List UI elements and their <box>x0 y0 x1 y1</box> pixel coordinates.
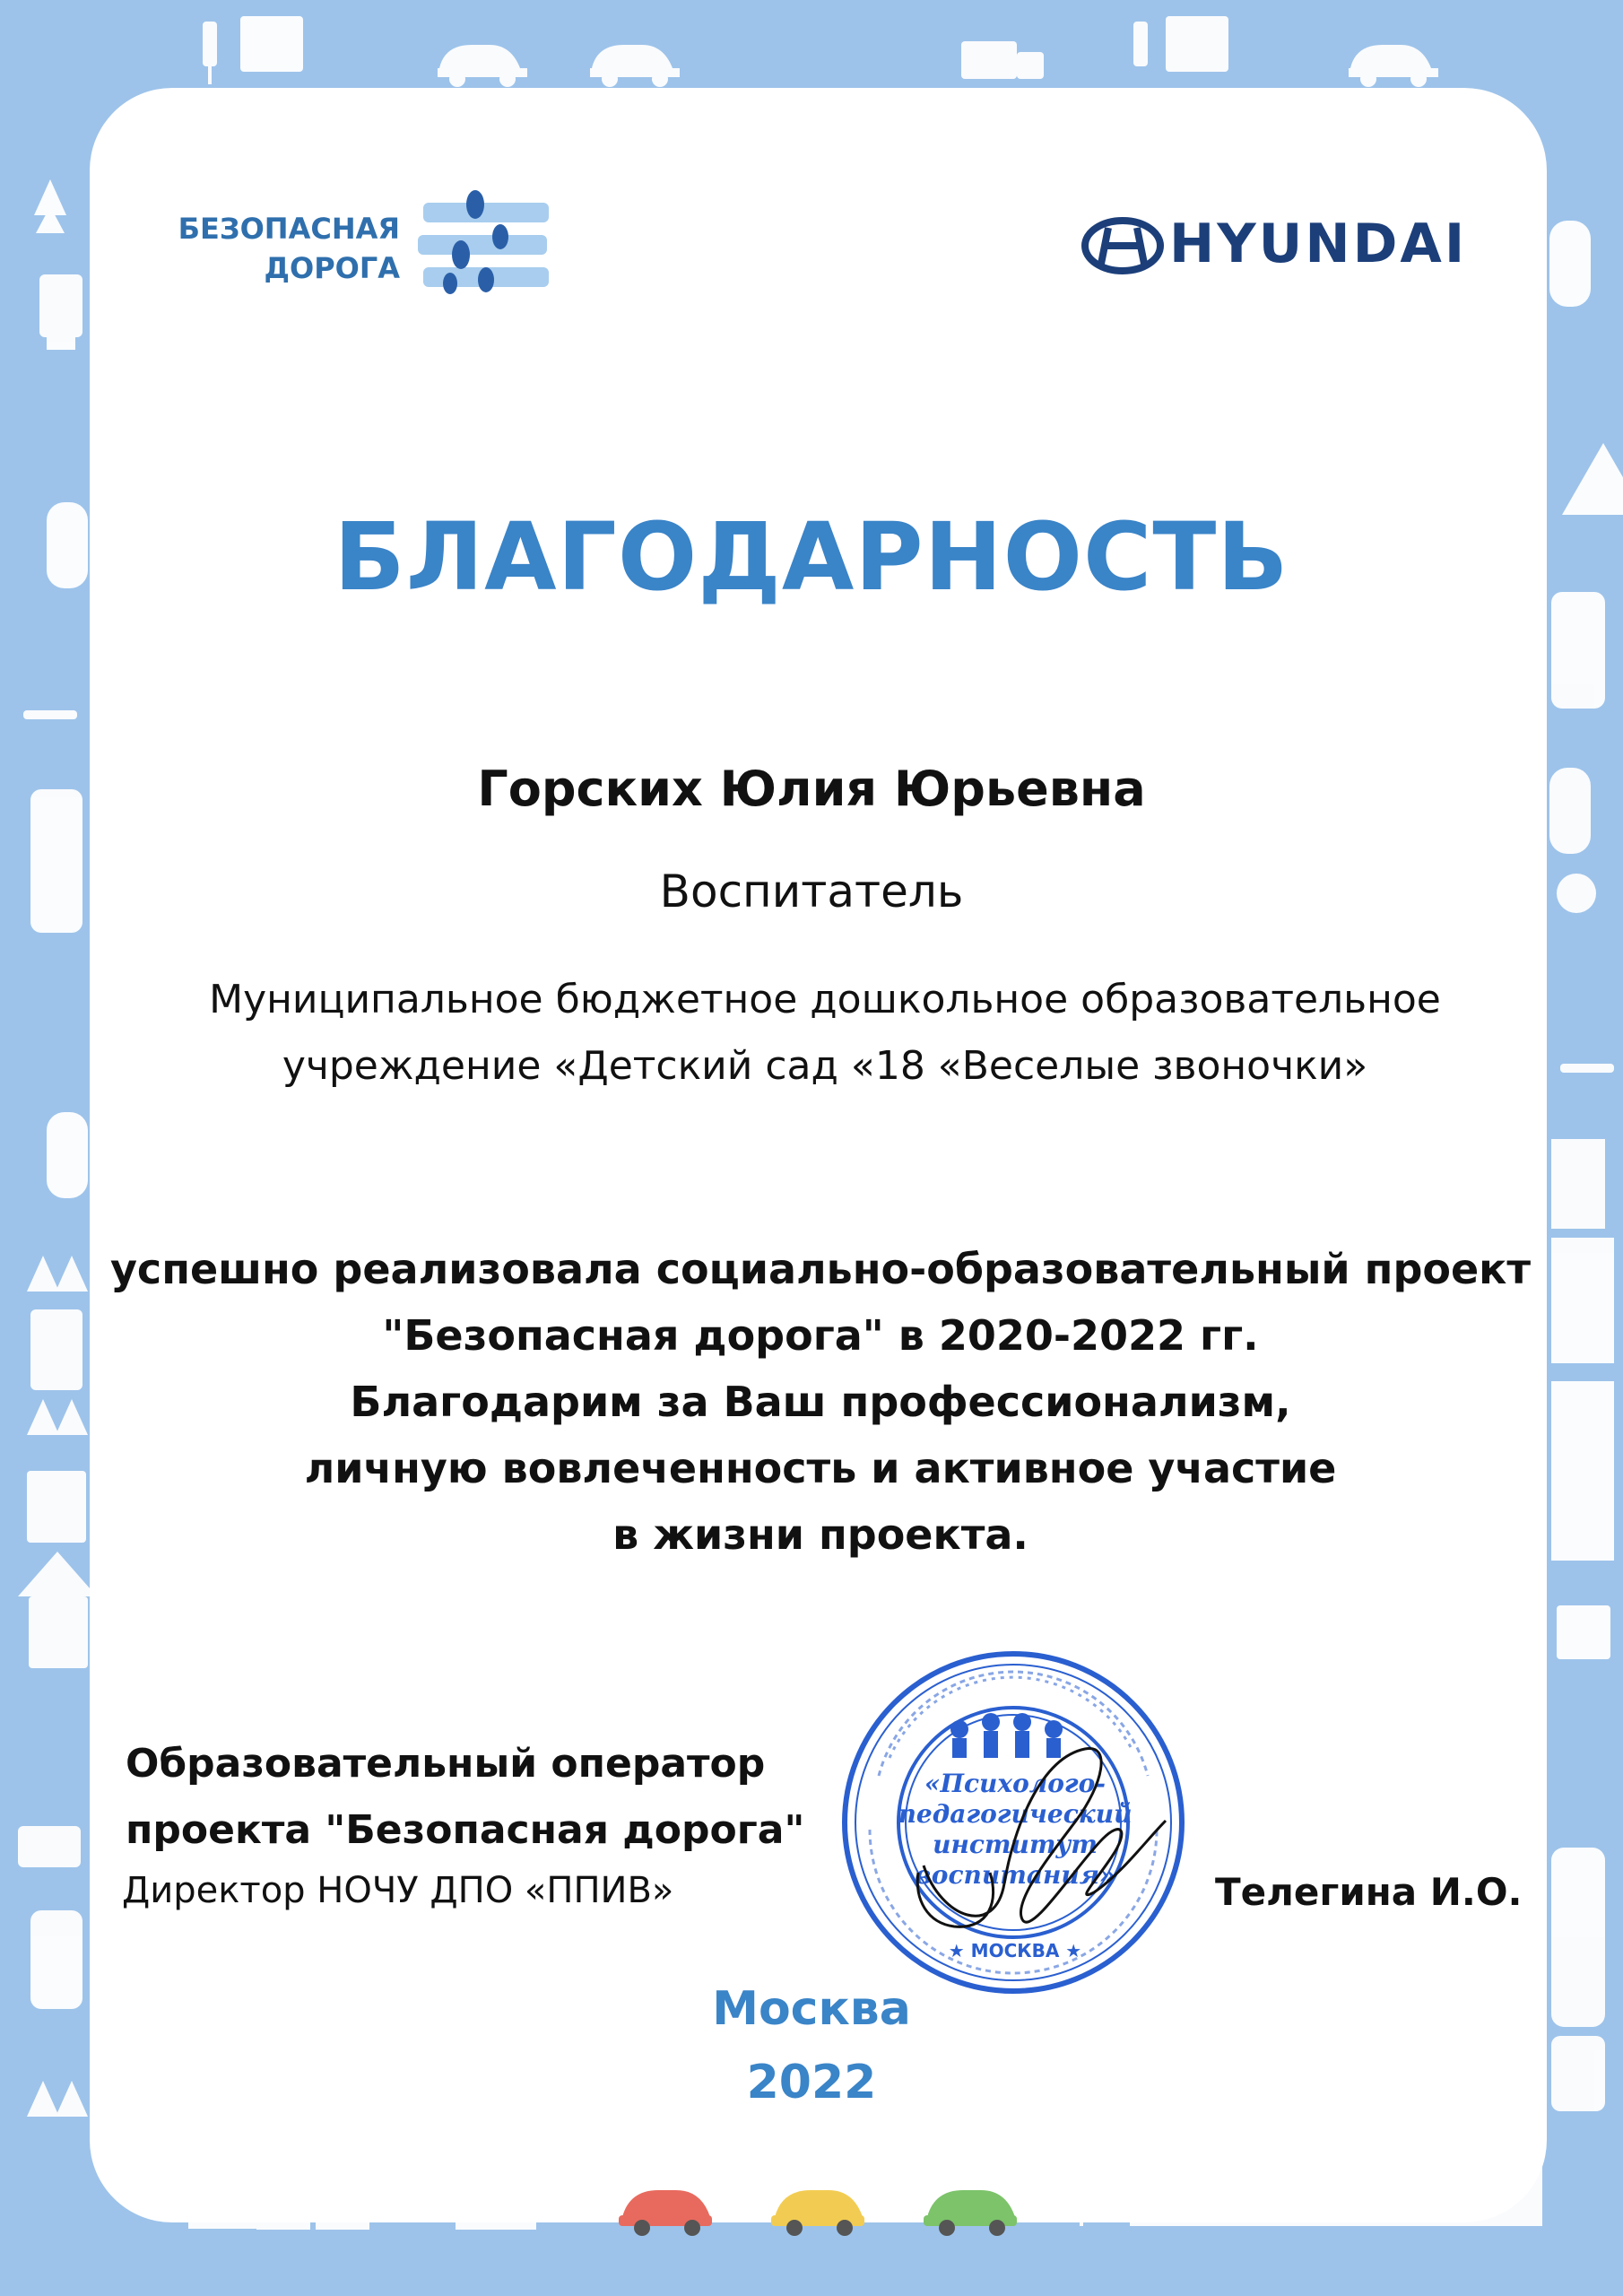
building-icon <box>27 1471 86 1543</box>
recipient-name: Горских Юлия Юрьевна <box>477 761 1146 817</box>
crosswalk-sign-icon <box>240 16 303 72</box>
bus-stop-sign-icon <box>18 1826 81 1867</box>
director-title: Директор НОЧУ ДПО «ППИВ» <box>122 1870 674 1911</box>
message-line4: личную вовлеченность и активное участие <box>304 1444 1337 1492</box>
traffic-light-icon <box>1560 1064 1614 1073</box>
hyundai-logo-text: HYUNDAI <box>1169 213 1468 275</box>
official-stamp <box>825 1632 1202 2009</box>
message-line1: успешно реализовала социально-образовательный проект <box>109 1245 1532 1293</box>
operator-title <box>126 1731 804 1864</box>
recipient-org-line1: Муниципальное бюджетное дошкольное образовательное <box>209 977 1441 1022</box>
car-icon <box>590 45 680 77</box>
signer-name: Телегина И.О. <box>1215 1870 1523 1914</box>
truck-icon <box>39 274 82 337</box>
traffic-light-icon <box>203 22 217 66</box>
building-icon <box>1551 1139 1605 1229</box>
colored-cars-illustration <box>610 2170 1022 2242</box>
green-car-icon <box>924 2190 1017 2236</box>
hyundai-logo-icon <box>1081 213 1164 278</box>
recipient-org-line2: учреждение «Детский сад «18 «Веселые звоночки» <box>282 1043 1368 1089</box>
message-line5: в жизни проекта. <box>612 1510 1028 1559</box>
city-label: Москва <box>712 1982 911 2036</box>
year-label: 2022 <box>746 2056 877 2109</box>
red-car-icon <box>619 2190 712 2236</box>
operator-line2: проекта "Безопасная дорога" <box>126 1807 805 1853</box>
crosswalk-sign-icon <box>1166 16 1228 72</box>
stamp-text-4: воспитания» <box>915 1860 1115 1890</box>
project-logo-text <box>158 209 400 288</box>
house-icon <box>29 1596 88 1668</box>
traffic-light-icon <box>23 710 77 719</box>
car-icon <box>47 1112 88 1198</box>
operator-line1: Образовательный оператор <box>126 1741 766 1787</box>
building-icon <box>1551 1238 1614 1363</box>
recipient-organization <box>117 967 1533 1100</box>
message-line3: Благодарим за Ваш профессионализм, <box>350 1378 1291 1426</box>
footprints-logo-icon <box>414 190 551 301</box>
stamp-text-1: «Психолого- <box>924 1769 1106 1798</box>
truck-icon <box>961 41 1017 79</box>
traffic-light-icon <box>1133 22 1148 66</box>
car-icon <box>1549 221 1591 307</box>
stamp-bottom-text: ★ МОСКВА ★ <box>948 1940 1082 1961</box>
stamp-text-2: педагогический <box>898 1799 1133 1829</box>
road-sign-icon <box>1557 1605 1610 1659</box>
house-icon <box>30 1309 82 1390</box>
project-logo-line2: ДОРОГА <box>264 251 400 285</box>
certificate-title: БЛАГОДАРНОСТЬ <box>334 502 1289 612</box>
gratitude-message <box>108 1236 1533 1568</box>
message-line2: "Безопасная дорога" в 2020-2022 гг. <box>382 1311 1259 1360</box>
recipient-position: Воспитатель <box>659 865 964 918</box>
car-icon <box>438 45 527 77</box>
building-icon <box>1551 1381 1614 1561</box>
project-logo-line1: БЕЗОПАСНАЯ <box>178 212 400 246</box>
tree-icon <box>34 179 66 233</box>
stamp-text-3: институт <box>933 1830 1098 1859</box>
car-icon <box>1349 45 1438 77</box>
tree-icon <box>27 1256 59 1292</box>
yellow-car-icon <box>771 2190 864 2236</box>
